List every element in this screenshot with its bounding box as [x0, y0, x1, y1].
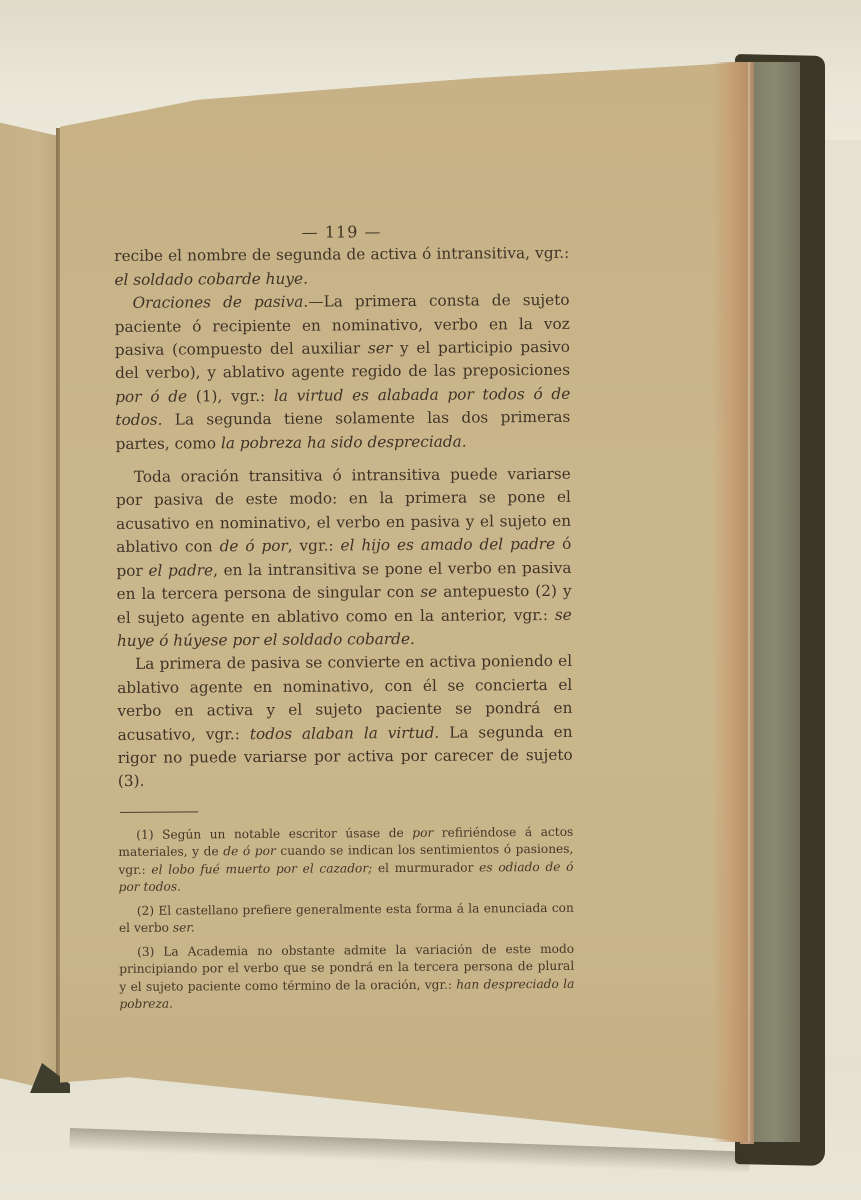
italic-text: se huye ó húyese por el soldado cobarde.: [116, 605, 572, 650]
text-run: La primera de pasiva se convierte en activa poniendo el ablativo agente en nominativo, con él se concierta el verbo en activa y el sujeto paciente se pondrá en acusativo, vgr.:: [117, 652, 573, 744]
italic-text: de ó por: [223, 844, 276, 859]
footnote: [119, 941, 574, 1014]
text-run: (1), vgr.:: [187, 386, 274, 406]
footnotes: [118, 824, 574, 1014]
italic-text: ser.: [172, 920, 195, 935]
italic-text: han despreciado la pobreza.: [119, 976, 575, 1012]
text-run: recibe el nombre de segunda de activa ó intransitiva, vgr.:: [114, 244, 570, 266]
text-run: refiriéndose á actos materiales, y de: [118, 824, 574, 860]
text-run: cuando se indican los sentimientos ó pasiones, vgr.:: [118, 842, 574, 877]
text-run: (2) El castellano prefiere generalmente esta forma á la enunciada con el verbo: [118, 900, 574, 936]
italic-text: el soldado cobarde huye.: [114, 269, 308, 289]
text-run: (3) La Academia no obstante admite la variación de este modo principiando por el verbo que se pondrá en la tercera persona de plural y el sujeto paciente como término de la oración, vgr.:: [119, 941, 575, 994]
cover-cloth: [750, 62, 800, 1142]
paragraph: [114, 242, 569, 292]
italic-text: de ó por: [219, 537, 288, 556]
italic-text: el lobo fué muerto por el cazador;: [151, 860, 373, 877]
italic-text: la virtud es alabada por todos ó de todos.: [115, 384, 571, 430]
italic-text: el hijo es amado del padre: [340, 535, 556, 555]
page-edge-shade: [712, 62, 748, 1142]
italic-text: se: [420, 582, 438, 601]
italic-text: la pobreza ha sido despreciada.: [220, 432, 467, 452]
page-number: — 119 —: [301, 222, 382, 242]
paragraph: [117, 650, 573, 794]
text-run: Toda oración transitiva ó intransitiva puede variarse por pasiva de este modo: en la primera se pone el acusativo en nominativo, el verbo en pasiva y el sujeto en ablativo con: [115, 464, 572, 557]
paragraph: [114, 289, 570, 456]
italic-text: es odiado de ó por todos.: [118, 859, 574, 895]
text-run: y el participio pasivo del verbo), y ablativo agente regido de las preposiciones: [114, 337, 571, 383]
italic-text: ser: [367, 339, 393, 358]
italic-text: por: [412, 825, 434, 840]
text-run: —La primera consta de sujeto paciente ó recipiente en nominativo, verbo en la voz pasiva (compuesto del auxiliar: [114, 291, 570, 360]
italic-text: por ó de: [115, 387, 188, 406]
footnote-rule: [120, 811, 198, 813]
text-run: antepuesto (2) y el sujeto agente en ablativo como en la anterior, vgr.:: [116, 581, 572, 627]
text-run: La segunda en rigor no puede variarse por activa por carecer de sujeto (3).: [117, 722, 573, 791]
text-run: La segunda tiene solamente las dos primeras partes, como: [115, 408, 571, 453]
footnote: [118, 824, 573, 897]
text-run: , vgr.:: [287, 536, 341, 556]
text-run: (1) Según un notable escritor úsase de: [136, 825, 413, 842]
text-run: , en la intransitiva se pone el verbo en pasiva en la tercera persona de singular con: [116, 558, 572, 604]
text-run: el murmurador: [372, 860, 480, 875]
page-text: [114, 219, 575, 1020]
text-run: ó por: [116, 535, 572, 580]
italic-text: Oraciones de pasiva.: [132, 292, 309, 313]
italic-text: el padre: [148, 561, 214, 580]
paragraph: [116, 463, 572, 653]
italic-text: todos alaban la virtud.: [249, 723, 440, 743]
footnote: [119, 900, 574, 938]
